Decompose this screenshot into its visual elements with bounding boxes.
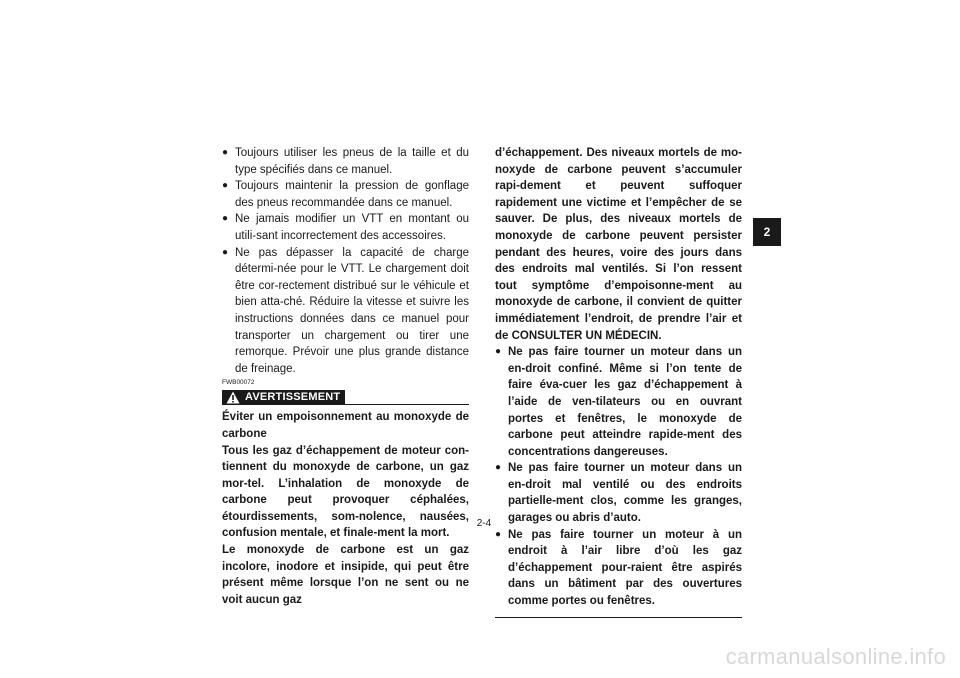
- bullet-text: Ne pas dépasser la capacité de charge détermi-née pour le VTT. Le chargement doit être cor-rectement distribué sur le véhicule et bien atta-ché. Réduire la vitesse et suivre les instructions données dans ce manuel pour transporter un chargement ou tirer une remorque. Prévoir une plus grande distance de freinage.: [235, 246, 469, 375]
- warning-header: [222, 388, 469, 406]
- bullet-icon: ●: [495, 346, 502, 358]
- warning-title: Éviter un empoisonnement au monoxyde de carbone: [222, 411, 469, 440]
- warning-end-rule: [495, 617, 742, 618]
- bullet-text: Ne pas faire tourner un moteur dans un en-droit confiné. Même si l’on tente de faire éva-cuer les gaz d’échappement à l’aide de ven-tilateurs ou en ouvrant portes et fenêtres, le monoxyde de carbone peut atteindre rapide-ment des concentrations dangereuses.: [508, 346, 742, 458]
- warning-rule: [345, 404, 469, 405]
- bullet-text: Ne pas faire tourner un moteur dans un en-droit mal ventilé ou des endroits partielle-ment clos, comme les granges, garages ou abris d’auto.: [508, 462, 742, 525]
- list-item: [495, 527, 742, 610]
- warning-paragraph: Tous les gaz d’échappement de moteur con-tiennent du monoxyde de carbone, un gaz mor-tel. L’inhalation de monoxyde de carbone peut provoquer céphalées, étourdissements, som-nolence, nausées, confusion mentale, et finale-ment la mort.: [222, 444, 469, 540]
- warning-paragraph: d’échappement. Des niveaux mortels de mo-noxyde de carbone peuvent s’accumuler rapi-dement et peuvent suffoquer rapidement une victime et l’empêcher de se sauver. De plus, des niveaux mortels de monoxyde de carbone peuvent persister pendant des heures, voire des jours dans des endroits mal ventilés. Si l’on ressent tout symptôme d’empoisonne-ment au monoxyde de carbone, il convient de quitter immédiatement l’endroit, de prendre l’air et de CONSULTER UN MÉDECIN.: [495, 147, 742, 342]
- list-item: [495, 460, 742, 526]
- bullet-icon: ●: [222, 213, 229, 225]
- warning-badge: [222, 390, 345, 405]
- bullet-text: Toujours maintenir la pression de gonflage des pneus recommandée dans ce manuel.: [235, 180, 469, 209]
- page-number: 2-4: [476, 518, 492, 529]
- warning-paragraph: Le monoxyde de carbone est un gaz incolore, inodore et insipide, qui peut être présent même lorsque l’on ne sent ou ne voit aucun gaz: [222, 544, 469, 606]
- list-item: [222, 245, 469, 378]
- watermark: carmanualsonline.info: [725, 644, 946, 669]
- list-item: [222, 145, 469, 178]
- bullet-text: Ne jamais modifier un VTT en montant ou utili-sant incorrectement des accessoires.: [235, 213, 469, 242]
- bullet-text: Ne pas faire tourner un moteur à un endroit à l’air libre d’où les gaz d’échappement pour-raient être aspirés dans un bâtiment par des ouvertures comme portes ou fenêtres.: [508, 528, 742, 608]
- list-item: [495, 344, 742, 460]
- warning-code: FWB00072: [222, 379, 255, 387]
- left-column: [222, 145, 469, 608]
- warning-triangle-icon: [226, 391, 240, 404]
- chapter-tab: 2: [753, 218, 781, 246]
- bullet-icon: ●: [495, 528, 502, 540]
- list-item: [222, 211, 469, 244]
- bullet-icon: ●: [222, 246, 229, 258]
- bullet-text: Toujours utiliser les pneus de la taille et du type spécifiés dans ce manuel.: [235, 147, 469, 176]
- bullet-icon: ●: [495, 462, 502, 474]
- bullet-icon: ●: [222, 180, 229, 192]
- warning-label: AVERTISSEMENT: [245, 391, 341, 404]
- list-item: [222, 178, 469, 211]
- right-column: [495, 145, 742, 618]
- bullet-icon: ●: [222, 147, 229, 158]
